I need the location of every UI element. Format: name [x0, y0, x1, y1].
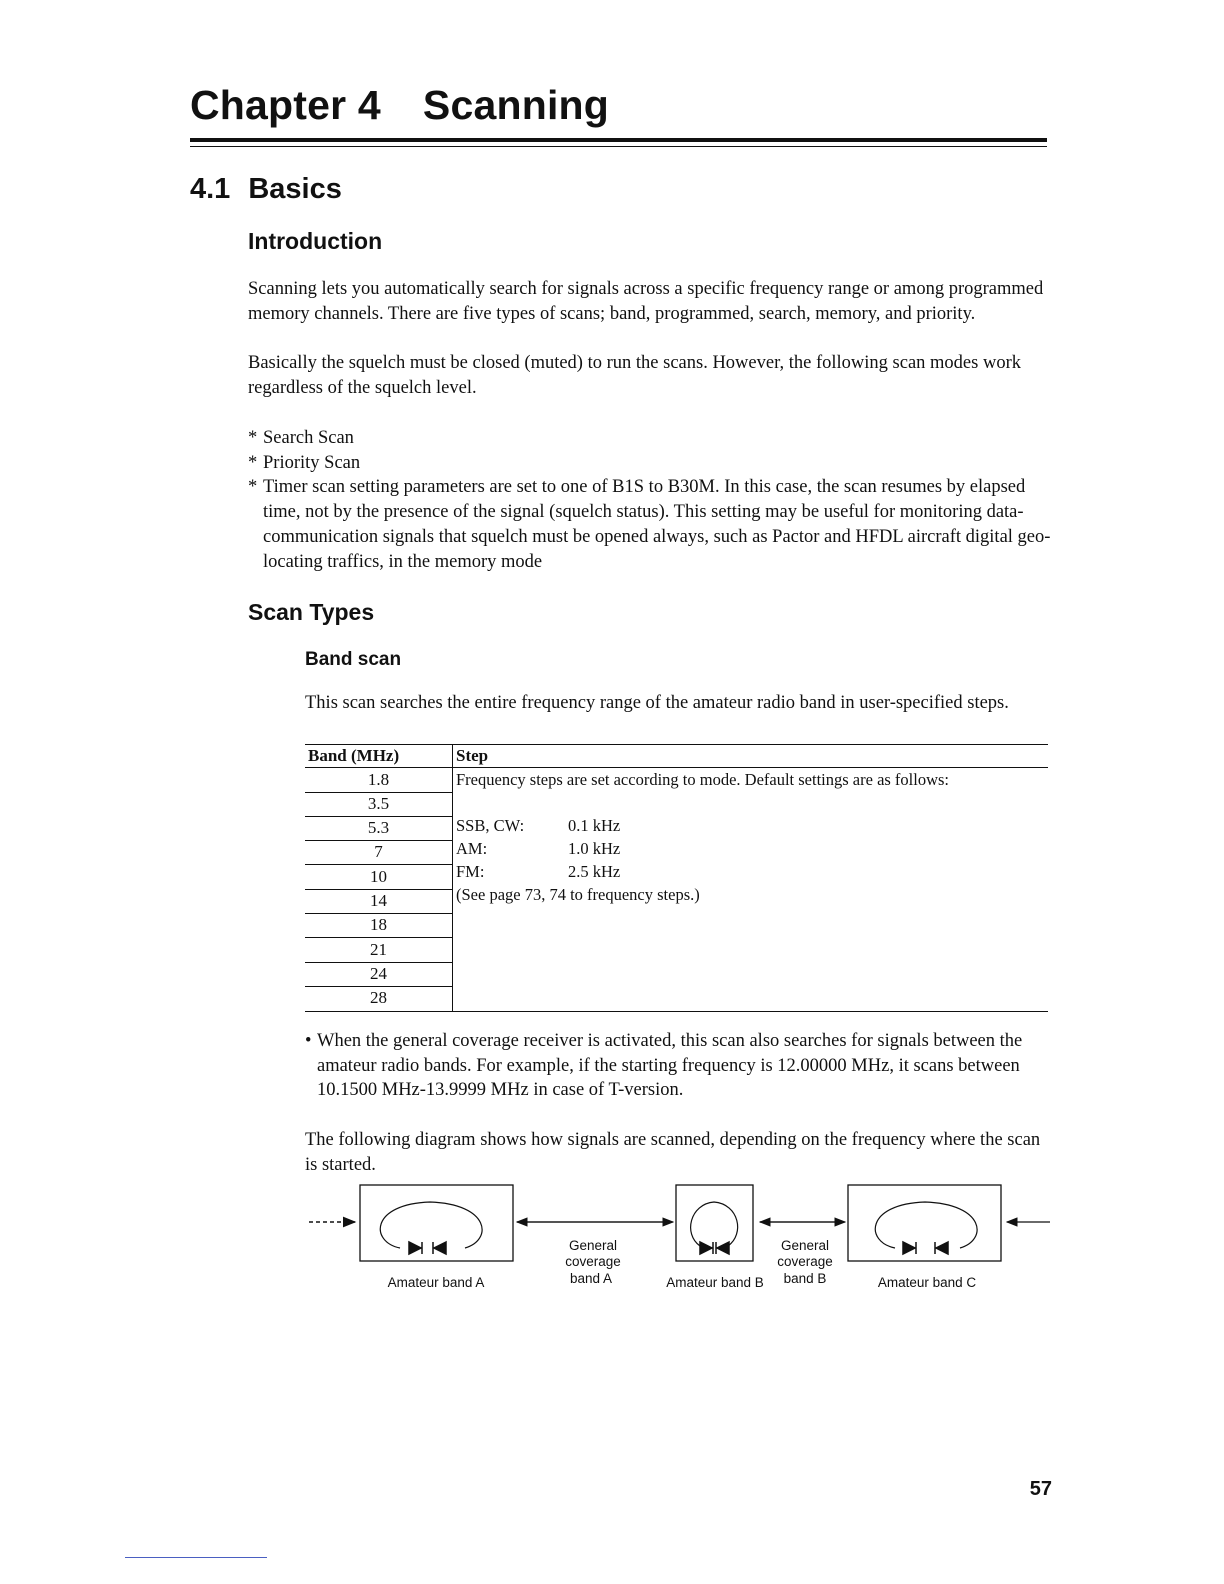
- row-divider: [305, 913, 452, 914]
- row-divider: [305, 864, 452, 865]
- row-divider: [305, 986, 452, 987]
- page-number: 57: [1029, 1478, 1052, 1500]
- band-edge-left-icon: [433, 1242, 446, 1254]
- list-item: [248, 451, 1053, 476]
- band-edge-right-icon: [409, 1242, 422, 1254]
- step-reference: (See page 73, 74 to frequency steps.): [456, 885, 700, 904]
- chapter-rule-thick: [190, 138, 1047, 142]
- step-intro-text: Frequency steps are set according to mode. Default settings are as follows:: [456, 770, 950, 789]
- section-number: 4.1: [190, 173, 231, 205]
- band-scan-diagram: [305, 1180, 1050, 1296]
- diagram-intro: The following diagram shows how signals are scanned, depending on the frequency where the scan is started.: [305, 1130, 1041, 1175]
- list-item-text: Priority Scan: [263, 452, 361, 473]
- chapter-title: [190, 82, 609, 129]
- chapter-number: Chapter 4: [190, 82, 381, 128]
- gc-band-a-label-line2: coverage: [565, 1254, 621, 1269]
- table-cell-band: 14: [370, 891, 387, 910]
- gc-band-a-label-line3: band A: [569, 1271, 613, 1286]
- band-scan-description: This scan searches the entire frequency range of the amateur radio band in user-specified steps.: [305, 693, 1009, 713]
- squelch-exception-list: [248, 426, 1053, 574]
- scan-loop-arc-icon: [691, 1202, 738, 1246]
- table-cell-band: 7: [374, 842, 383, 861]
- amateur-band-b-box: [676, 1185, 753, 1261]
- row-divider: [305, 962, 452, 963]
- bullet-marker: *: [248, 428, 258, 448]
- table-rule-header: [305, 767, 1048, 768]
- chapter-rule-thin: [190, 146, 1047, 147]
- step-mode: AM:: [456, 839, 488, 858]
- table-cell-band: 5.3: [367, 818, 390, 837]
- band-edge-right-icon: [903, 1242, 916, 1254]
- scan-loop-arc-icon: [875, 1202, 977, 1248]
- table-cell-band: 21: [370, 940, 387, 959]
- band-scan-heading: Band scan: [305, 649, 402, 670]
- bullet-marker: *: [248, 477, 258, 498]
- row-divider: [305, 816, 452, 817]
- list-item-text: Timer scan setting parameters are set to one of B1S to B30M. In this case, the scan resumes by elapsed time, not by the presence of the signal (squelch status). This setting may be useful for monitoring data-communication signals that squelch must be opened always, such as Pactor and HFDL aircraft digital geo-locating traffics, in the memory mode: [263, 477, 1051, 572]
- amateur-band-a-label: Amateur band A: [387, 1275, 485, 1290]
- amateur-band-b-label: Amateur band B: [666, 1275, 764, 1290]
- table-rule-bottom: [305, 1011, 1048, 1012]
- scan-loop-arc-icon: [380, 1202, 482, 1248]
- step-value: 0.1 kHz: [568, 816, 621, 835]
- gc-band-a-label-line1: General: [568, 1238, 618, 1253]
- amateur-band-c-label: Amateur band C: [877, 1275, 977, 1290]
- table-cell-band: 18: [370, 915, 387, 934]
- bullet-dot: •: [305, 1031, 312, 1051]
- list-item: [248, 475, 1053, 574]
- table-cell-band: 10: [370, 867, 387, 886]
- step-mode: SSB, CW:: [456, 816, 525, 835]
- row-divider: [305, 937, 452, 938]
- band-step-table: [305, 744, 1048, 1014]
- intro-paragraph-1: Scanning lets you automatically search for signals across a specific frequency range or among programmed memory channels. There are five types of scans; band, programmed, search, memory, and priority.: [248, 279, 1044, 324]
- introduction-heading: Introduction: [248, 228, 383, 254]
- list-item-text: Search Scan: [263, 428, 354, 448]
- section-title: [190, 173, 342, 206]
- column-header-band: Band (MHz): [308, 746, 400, 765]
- table-cell-band: 3.5: [367, 794, 390, 813]
- bullet-marker: *: [248, 452, 258, 473]
- step-mode: FM:: [456, 862, 485, 881]
- step-value: 2.5 kHz: [568, 862, 621, 881]
- band-edge-left-icon: [716, 1242, 729, 1254]
- band-edge-left-icon: [935, 1242, 948, 1254]
- section-name: Basics: [248, 173, 342, 205]
- table-cell-band: 1.8: [367, 770, 390, 789]
- row-divider: [305, 889, 452, 890]
- band-edge-right-icon: [700, 1242, 713, 1254]
- general-coverage-note: [305, 1029, 1062, 1103]
- scan-types-heading: Scan Types: [248, 599, 375, 625]
- gc-band-b-label-line1: General: [780, 1238, 830, 1253]
- list-item: [248, 426, 1053, 451]
- table-cell-band: 24: [370, 964, 387, 983]
- amateur-band-c-box: [848, 1185, 1001, 1261]
- table-rule-top: [305, 744, 1048, 745]
- step-value: 1.0 kHz: [568, 839, 621, 858]
- column-header-step: Step: [456, 746, 489, 765]
- gc-band-b-label-line3: band B: [783, 1271, 827, 1286]
- row-divider: [305, 840, 452, 841]
- gc-band-b-label-line2: coverage: [777, 1254, 833, 1269]
- table-cell-band: 28: [370, 988, 387, 1007]
- table-column-divider: [452, 744, 453, 1012]
- general-coverage-note-text: When the general coverage receiver is activated, this scan also searches for signals between the amateur radio bands. For example, if the starting frequency is 12.00000 MHz, it scans between 10.1500 MHz-13.9999 MHz in case of T-version.: [317, 1031, 1023, 1101]
- intro-paragraph-2: Basically the squelch must be closed (muted) to run the scans. However, the following scan modes work regardless of the squelch level.: [248, 353, 1021, 398]
- footnote-rule: [125, 1557, 267, 1558]
- chapter-name: Scanning: [422, 82, 610, 128]
- row-divider: [305, 792, 452, 793]
